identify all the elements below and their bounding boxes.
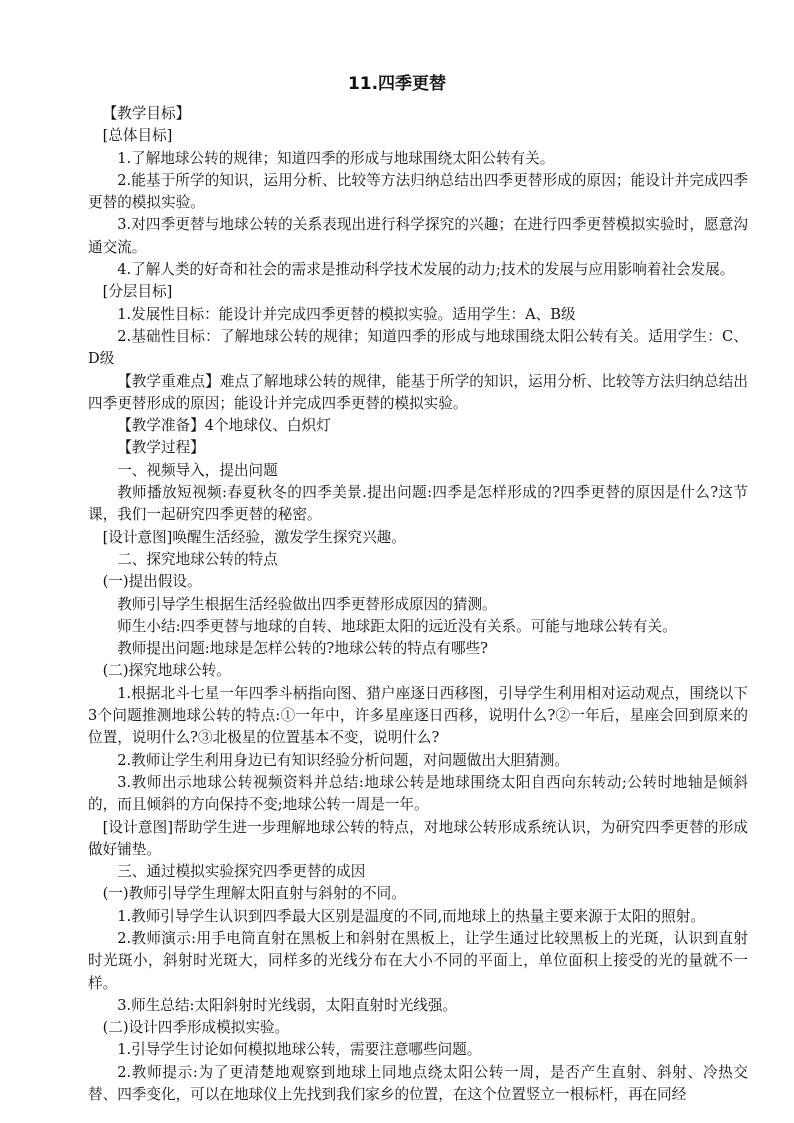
paragraph: 2.能基于所学的知识，运用分析、比较等方法归纳总结出四季更替形成的原因；能设计并完成四季更替的模拟实验。 [88,171,748,212]
paragraph: 2.教师提示:为了更清楚地观察到地球上同地点绕太阳公转一周，是否产生直射、斜射、冷热交替、四季变化，可以在地球仪上先找到我们家乡的位置，在这个位置竖立一根标杆，再在同经 [88,1063,748,1104]
subheading-tiered-goals: [分层目标] [102,283,173,301]
paragraph: 3.对四季更替与地球公转的关系表现出进行科学探究的兴趣；在进行四季更替模拟实验时，愿意沟通交流。 [88,216,748,256]
paragraph: 1.教师引导学生认识到四季最大区别是温度的不同,而地球上的热量主要来源于太阳的照射。 [117,907,705,925]
paragraph: 教师引导学生根据生活经验做出四季更替形成原因的猜测。 [117,595,497,613]
paragraph: 3.师生总结:太阳斜射时光线弱，太阳直射时光线强。 [117,996,458,1014]
paragraph: 教师提出问题:地球是怎样公转的?地球公转的特点有哪些? [117,640,489,658]
subheading: (一)提出假设。 [102,573,202,591]
subheading: (二)设计四季形成模拟实验。 [102,1019,290,1037]
subheading: (一)教师引导学生理解太阳直射与斜射的不同。 [102,885,406,903]
paragraph: 1.了解地球公转的规律；知道四季的形成与地球围绕太阳公转有关。 [117,149,555,167]
paragraph-design-intent: [设计意图]唤醒生活经验，激发学生探究兴趣。 [102,528,406,546]
paragraph-preparation: 【教学准备】4个地球仪、白炽灯 [117,417,331,435]
paragraph: 师生小结:四季更替与地球的自转、地球距太阳的远近没有关系。可能与地球公转有关。 [117,617,677,635]
section-heading-teaching-goals: 【教学目标】 [102,105,191,122]
paragraph: 3.教师出示地球公转视频资料并总结:地球公转是地球围绕太阳自西向东转动;公转时地轴是倾斜的，而且倾斜的方向保持不变;地球公转一周是一年。 [88,773,748,814]
paragraph: 2.教师演示:用手电筒直射在黑板上和斜射在黑板上，让学生通过比较黑板上的光斑，认识到直射时光斑小，斜射时光斑大，同样多的光线分布在大小不同的平面上，单位面积上接受的光的量就不一样。 [88,929,748,992]
heading-part-3: 三、通过模拟实验探究四季更替的成因 [117,863,366,881]
heading-part-2: 二、探究地球公转的特点 [117,550,278,568]
section-heading-process: 【教学过程】 [117,439,205,457]
document-body [88,103,748,1106]
paragraph: 2.基础性目标：了解地球公转的规律；知道四季的形成与地球围绕太阳公转有关。适用学生：C、D级 [88,327,748,368]
subheading-overall-goals: [总体目标] [102,127,173,145]
subheading: (二)探究地球公转。 [102,662,231,680]
paragraph: 4.了解人类的好奇和社会的需求是推动科学技术发展的动力;技术的发展与应用影响着社会发展。 [117,261,735,279]
paragraph-key-points: 【教学重难点】难点了解地球公转的规律，能基于所学的知识，运用分析、比较等方法归纳总结出四季更替形成的原因；能设计并完成四季更替的模拟实验。 [88,372,748,412]
paragraph: 2.教师让学生利用身边已有知识经验分析问题，对问题做出大胆猜测。 [117,751,569,769]
paragraph: 1.发展性目标：能设计并完成四季更替的模拟实验。适用学生：A、B级 [117,305,576,323]
paragraph: 1.引导学生讨论如何模拟地球公转，需要注意哪些问题。 [117,1041,482,1059]
paragraph: 教师播放短视频:春夏秋冬的四季美景.提出问题:四季是怎样形成的?四季更替的原因是什么?这节课，我们一起研究四季更替的秘密。 [88,484,748,524]
heading-part-1: 一、视频导入，提出问题 [117,461,278,479]
paragraph-design-intent: [设计意图]帮助学生进一步理解地球公转的特点，对地球公转形成系统认识，为研究四季更替的形成做好铺垫。 [88,818,748,858]
document-title: 11.四季更替 [347,74,447,94]
paragraph: 1.根据北斗七星一年四季斗柄指向图、猎户座逐日西移图，引导学生利用相对运动观点，围绕以下3个问题推测地球公转的特点:①一年中，许多星座逐日西移，说明什么?②一年后，星座会回到原来的位置，说明什么?③北极星的位置基本不变，说明什么? [88,684,748,747]
